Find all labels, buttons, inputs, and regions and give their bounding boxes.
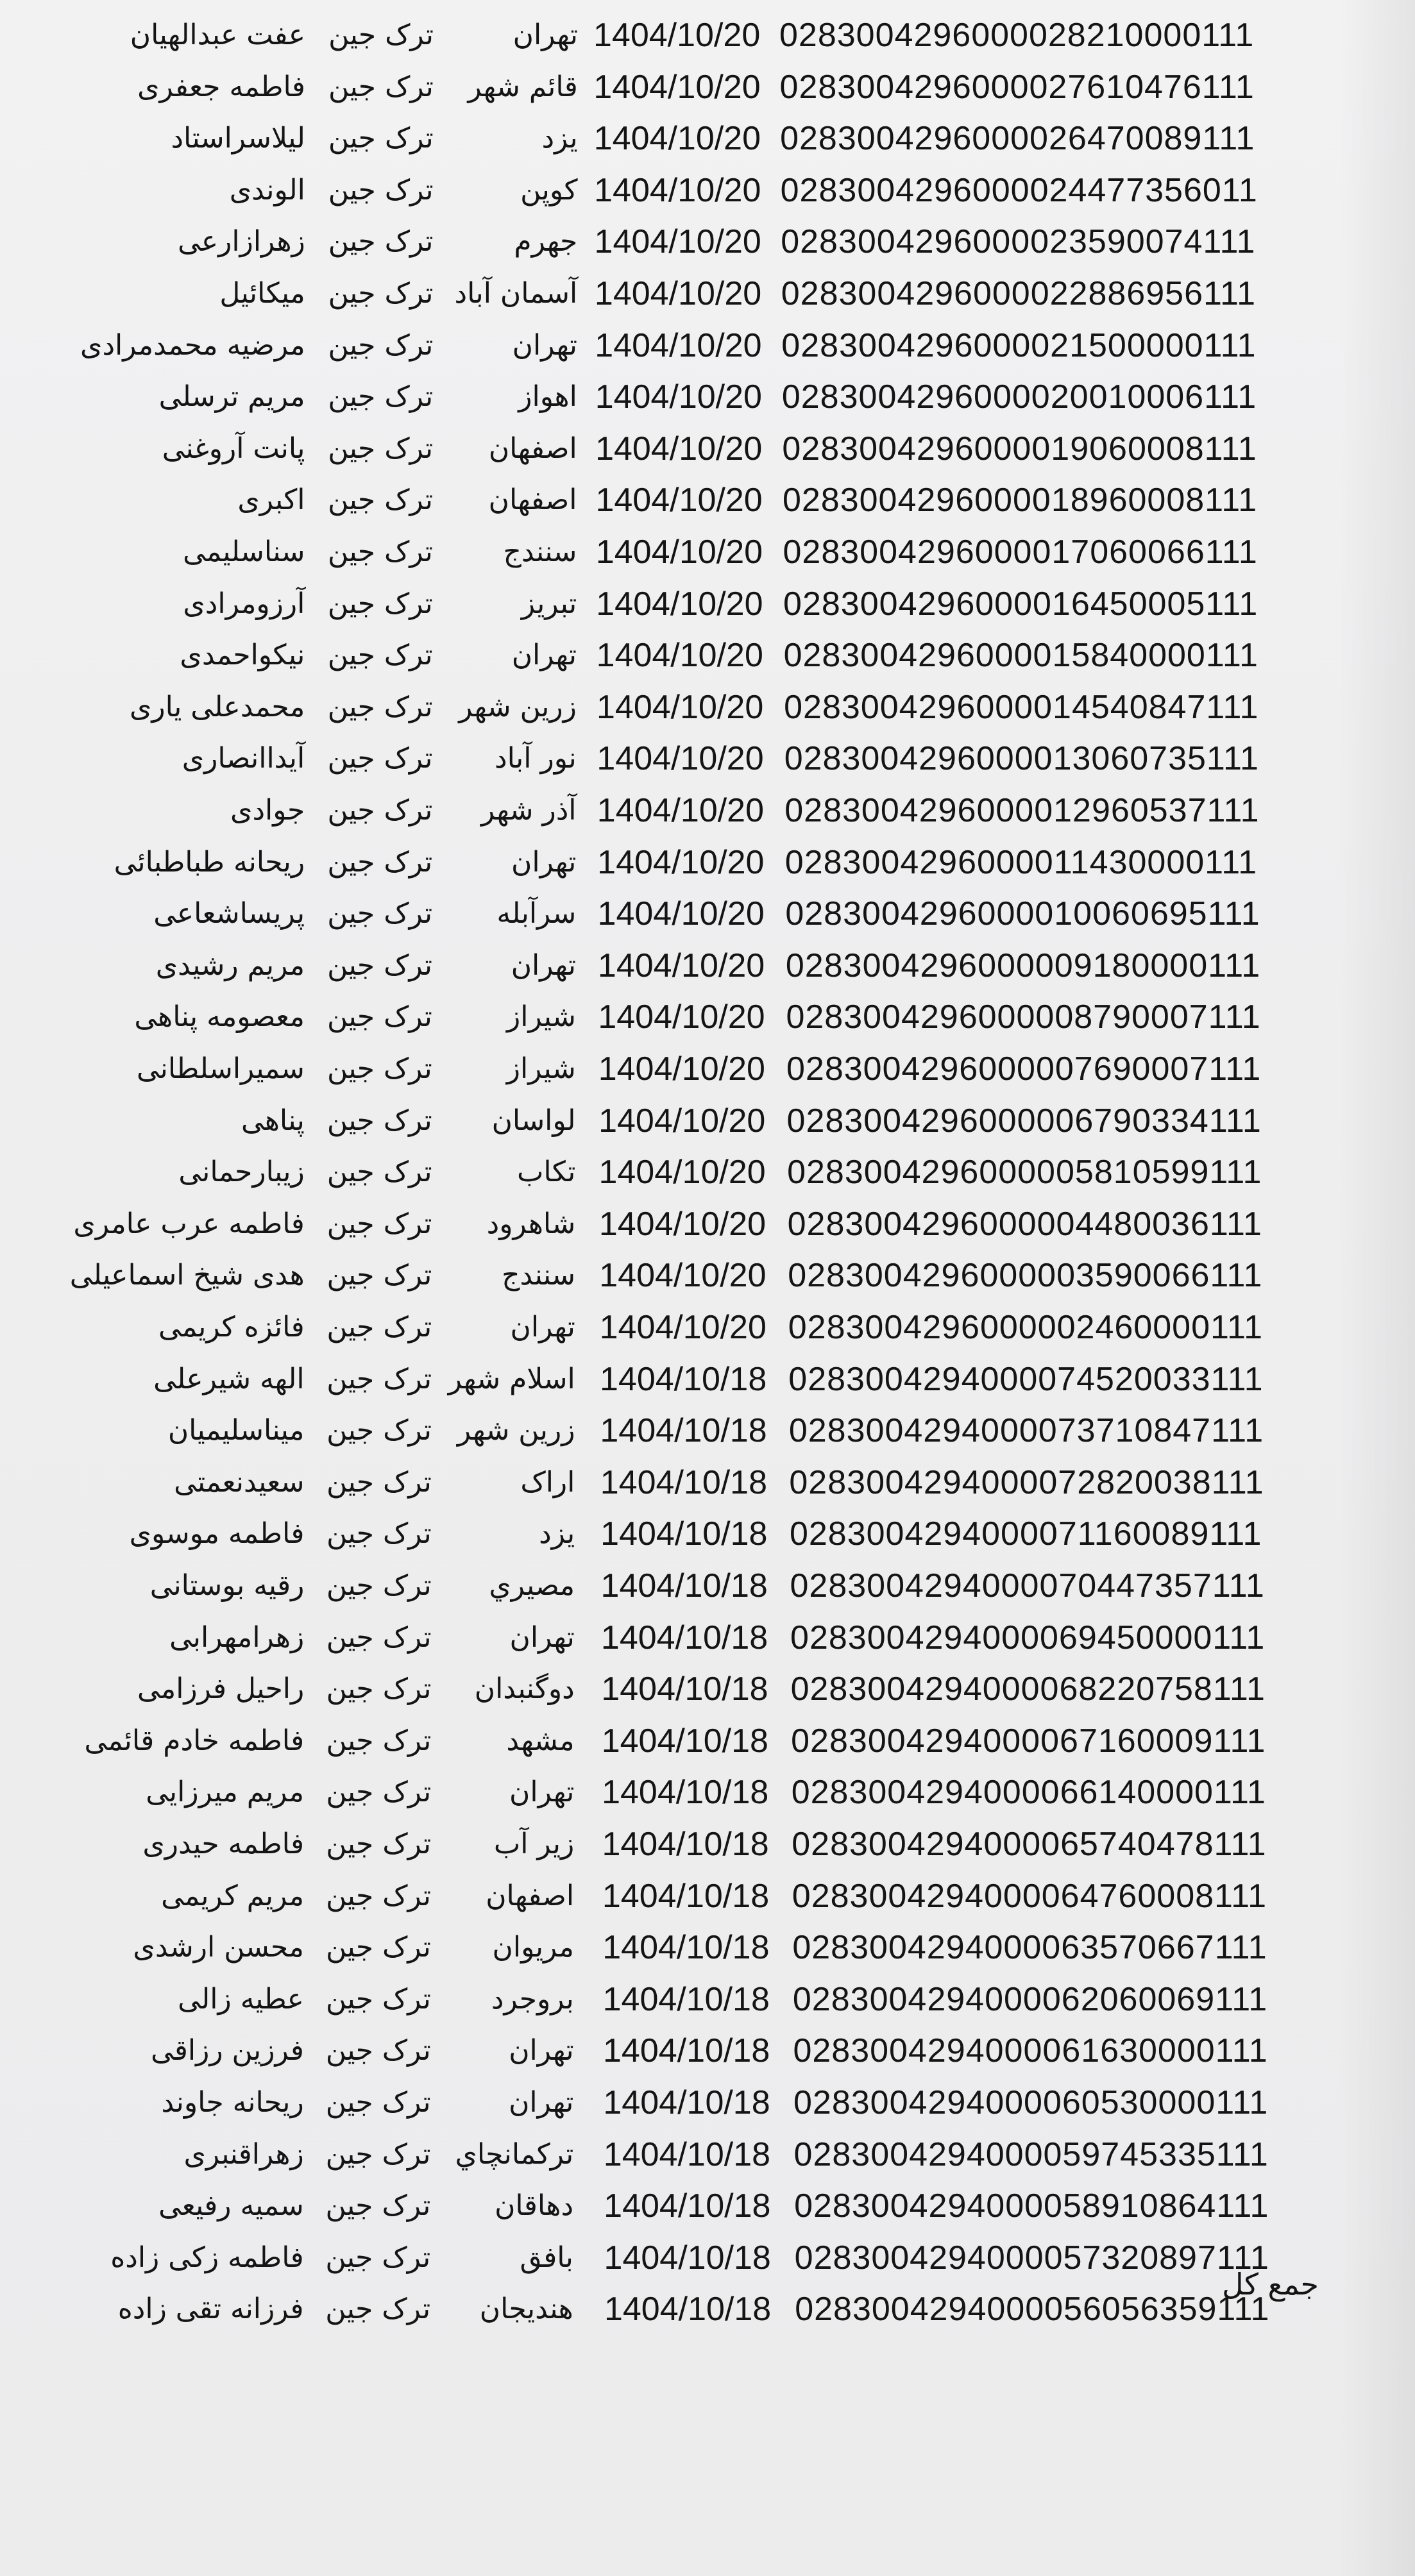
product-name: ترک جین	[327, 794, 433, 827]
destination-city: اهواز	[518, 380, 577, 414]
list-item	[0, 1770, 1415, 1815]
tracking-code: 0283004296000008790007111	[786, 998, 1261, 1036]
list-item	[0, 1253, 1415, 1298]
tracking-code: 0283004294000069450000111	[790, 1619, 1266, 1656]
shipment-date: 1404/10/18	[603, 2032, 770, 2070]
shipment-date: 1404/10/20	[597, 688, 764, 726]
customer-name: سمیه رفیعی	[158, 2189, 304, 2223]
destination-city: سنندج	[503, 535, 577, 568]
destination-city: ترکمانچاي	[455, 2137, 574, 2171]
customer-name: لیلاسراستاد	[171, 122, 305, 155]
tracking-code: 0283004294000059745335111	[793, 2135, 1269, 2173]
list-item	[0, 1977, 1415, 2022]
list-item	[0, 2287, 1415, 2332]
destination-city: مشهد	[506, 1724, 575, 1757]
customer-name: فاطمه خادم قائمی	[84, 1724, 305, 1757]
list-item	[0, 323, 1415, 368]
destination-city: بافق	[520, 2241, 573, 2274]
shipment-date: 1404/10/20	[598, 1154, 766, 1191]
tracking-code: 0283004294000058910864111	[794, 2187, 1269, 2225]
destination-city: لواسان	[491, 1104, 576, 1137]
list-item	[0, 1667, 1415, 1712]
shipment-date: 1404/10/20	[595, 482, 763, 519]
tracking-code: 0283004296000026470089111	[780, 120, 1255, 158]
shipment-date: 1404/10/20	[598, 1050, 765, 1088]
tracking-code: 0283004296000013060735111	[784, 740, 1259, 778]
tracking-code: 0283004296000003590066111	[788, 1257, 1263, 1295]
shipment-date: 1404/10/20	[596, 585, 763, 623]
product-name: ترک جین	[328, 484, 434, 517]
shipment-date: 1404/10/20	[593, 120, 761, 158]
tracking-code: 0283004294000061630000111	[793, 2032, 1268, 2070]
tracking-code: 0283004294000056056359111	[795, 2291, 1270, 2328]
destination-city: جهرم	[514, 225, 578, 258]
product-name: ترک جین	[328, 380, 434, 414]
tracking-code: 0283004294000065740478111	[792, 1826, 1267, 1863]
list-item	[0, 168, 1415, 213]
shipment-date: 1404/10/18	[600, 1412, 767, 1450]
list-item	[0, 530, 1415, 575]
customer-name: آیداانصاری	[182, 742, 305, 775]
list-item	[0, 685, 1415, 730]
tracking-code: 0283004296000018960008111	[782, 482, 1258, 519]
product-name: ترک جین	[326, 1362, 432, 1395]
customer-name: پریساشعاعی	[153, 897, 305, 930]
customer-name: الهه شیرعلی	[153, 1362, 305, 1395]
tracking-code: 0283004296000012960537111	[784, 792, 1260, 829]
list-item	[0, 633, 1415, 678]
tracking-code: 0283004296000010060695111	[785, 895, 1260, 933]
list-item	[0, 2080, 1415, 2125]
product-name: ترک جین	[327, 639, 433, 672]
shipment-date: 1404/10/18	[601, 1722, 768, 1760]
shipment-date: 1404/10/18	[600, 1619, 768, 1656]
customer-name: زهرامهرابی	[169, 1621, 305, 1654]
tracking-code: 0283004296000024477356011	[780, 171, 1258, 209]
product-name: ترک جین	[327, 587, 433, 620]
tracking-code: 0283004296000015840000111	[783, 637, 1258, 675]
list-item	[0, 788, 1415, 833]
tracking-code: 0283004294000062060069111	[792, 1980, 1268, 2018]
customer-name: فرزانه تقی زاده	[117, 2293, 304, 2326]
destination-city: یزد	[539, 1517, 575, 1551]
product-name: ترک جین	[326, 1311, 432, 1343]
destination-city: دهاقان	[495, 2189, 574, 2223]
tracking-code: 0283004296000023590074111	[781, 223, 1256, 261]
shipment-date: 1404/10/20	[599, 1257, 767, 1295]
customer-name: مریم کریمی	[161, 1879, 305, 1912]
shipment-date: 1404/10/20	[599, 1309, 767, 1346]
tracking-code: 0283004294000067160009111	[791, 1722, 1266, 1760]
customer-name: میکائیل	[219, 277, 305, 310]
shipment-date: 1404/10/20	[593, 17, 761, 54]
list-item	[0, 219, 1415, 264]
product-name: ترک جین	[325, 2189, 431, 2223]
product-name: ترک جین	[328, 277, 434, 310]
shipment-date: 1404/10/18	[602, 1929, 770, 1967]
customer-name: مریم رشیدی	[155, 948, 305, 982]
list-item	[0, 943, 1415, 988]
product-name: ترک جین	[326, 1259, 432, 1292]
tracking-code: 0283004296000006790334111	[786, 1102, 1262, 1140]
destination-city: دوگنبدان	[474, 1672, 575, 1706]
shipment-date: 1404/10/18	[602, 1980, 770, 2018]
tracking-code: 0283004296000011430000111	[784, 843, 1258, 881]
list-item	[0, 1357, 1415, 1402]
customer-name: نیکواحمدی	[180, 639, 305, 672]
list-item	[0, 13, 1415, 58]
customer-name: سناسلیمی	[183, 535, 305, 568]
shipment-date: 1404/10/20	[597, 895, 765, 933]
customer-name: فاطمه حیدری	[142, 1828, 305, 1860]
customer-name: زیبارحمانی	[178, 1156, 305, 1189]
destination-city: سنندج	[502, 1259, 576, 1292]
customer-name: فاطمه موسوی	[129, 1517, 305, 1551]
list-item	[0, 375, 1415, 419]
product-name: ترک جین	[327, 845, 433, 879]
destination-city: هندیجان	[479, 2293, 573, 2326]
shipment-date: 1404/10/18	[603, 2135, 771, 2173]
shipment-date: 1404/10/18	[600, 1567, 768, 1604]
product-name: ترک جین	[327, 1000, 432, 1034]
destination-city: زرین شهر	[457, 1414, 575, 1447]
shipment-date: 1404/10/20	[598, 1102, 766, 1140]
customer-name: فائزه کریمی	[158, 1311, 305, 1343]
tracking-code: 0283004294000066140000111	[791, 1774, 1266, 1812]
tracking-code: 0283004294000074520033111	[788, 1360, 1264, 1398]
destination-city: آذر شهر	[481, 794, 577, 827]
product-name: ترک جین	[325, 2293, 431, 2326]
total-label: جمع کل	[1222, 2267, 1319, 2302]
customer-name: پناهی	[241, 1104, 305, 1137]
tracking-code: 0283004296000021500000111	[781, 326, 1257, 364]
product-name: ترک جین	[326, 1672, 432, 1706]
product-name: ترک جین	[326, 1052, 432, 1085]
customer-name: راحیل فرزامی	[137, 1672, 305, 1706]
list-item	[0, 271, 1415, 316]
destination-city: سرآبله	[496, 897, 577, 930]
tracking-code: 0283004294000063570667111	[792, 1929, 1267, 1967]
customer-name: هدی شیخ اسماعیلی	[69, 1259, 305, 1292]
destination-city: شیراز	[506, 1000, 576, 1034]
shipment-date: 1404/10/18	[602, 1826, 769, 1863]
list-item	[0, 2028, 1415, 2073]
shipment-date: 1404/10/20	[595, 378, 762, 416]
product-name: ترک جین	[326, 1517, 432, 1551]
destination-city: تکاب	[517, 1156, 576, 1189]
product-name: ترک جین	[326, 1776, 432, 1809]
customer-name: مریم میرزایی	[146, 1776, 305, 1809]
customer-name: جوادی	[230, 794, 305, 827]
list-item	[0, 1150, 1415, 1195]
product-name: ترک جین	[326, 1931, 431, 1964]
product-name: ترک جین	[328, 19, 434, 51]
customer-name: اکبری	[237, 484, 305, 517]
destination-city: اراک	[520, 1465, 575, 1499]
destination-city: تهران	[513, 19, 578, 51]
tracking-code: 0283004294000057320897111	[794, 2239, 1269, 2277]
destination-city: تبریز	[521, 587, 577, 620]
list-item	[0, 1099, 1415, 1143]
tracking-code: 0283004296000014540847111	[784, 688, 1259, 726]
customer-name: فاطمه جعفری	[137, 70, 305, 103]
product-name: ترک جین	[328, 70, 434, 103]
destination-city: یزد	[541, 122, 578, 155]
destination-city: تهران	[509, 2034, 574, 2067]
destination-city: شیراز	[506, 1052, 576, 1085]
shipment-date: 1404/10/18	[601, 1671, 768, 1708]
destination-city: اصفهان	[488, 432, 577, 465]
tracking-code: 0283004294000060530000111	[793, 2084, 1269, 2121]
destination-city: تهران	[509, 2086, 574, 2119]
list-item	[0, 1305, 1415, 1350]
list-item	[0, 426, 1415, 471]
shipment-date: 1404/10/18	[602, 1774, 769, 1812]
list-item	[0, 65, 1415, 110]
list-item	[0, 736, 1415, 781]
tracking-code: 0283004294000073710847111	[788, 1412, 1264, 1450]
list-item	[0, 1615, 1415, 1660]
shipment-date: 1404/10/20	[597, 947, 765, 984]
list-item	[0, 1563, 1415, 1608]
list-item	[0, 891, 1415, 936]
destination-city: اسلام شهر	[448, 1362, 575, 1395]
product-name: ترک جین	[328, 535, 433, 568]
product-name: ترک جین	[326, 1724, 432, 1757]
customer-name: آرزومرادی	[183, 587, 305, 620]
shipment-date: 1404/10/20	[598, 998, 765, 1036]
tracking-code: 0283004296000004480036111	[787, 1205, 1262, 1243]
list-item	[0, 1874, 1415, 1919]
list-item	[0, 1047, 1415, 1091]
product-name: ترک جین	[326, 1621, 432, 1654]
shipment-date: 1404/10/20	[595, 430, 763, 467]
customer-name: الوندی	[229, 173, 305, 206]
product-name: ترک جین	[325, 2086, 431, 2119]
product-name: ترک جین	[327, 742, 433, 775]
shipment-date: 1404/10/18	[604, 2187, 771, 2225]
destination-city: آسمان آباد	[454, 277, 578, 310]
product-name: ترک جین	[327, 948, 433, 982]
customer-name: سمیراسلطانی	[136, 1052, 305, 1085]
tracking-code: 0283004294000072820038111	[789, 1463, 1264, 1501]
tracking-code: 0283004296000017060066111	[783, 534, 1258, 571]
product-name: ترک جین	[327, 690, 433, 723]
destination-city: تهران	[512, 328, 578, 362]
customer-name: فاطمه زکی زاده	[110, 2241, 304, 2274]
product-name: ترک جین	[325, 2034, 431, 2067]
customer-name: سعیدنعمتی	[174, 1465, 305, 1499]
customer-name: زهراقنبری	[183, 2137, 304, 2171]
shipment-date: 1404/10/18	[603, 2084, 770, 2121]
list-item	[0, 582, 1415, 627]
tracking-code: 0283004294000064760008111	[792, 1877, 1267, 1915]
customer-name: محمدعلی یاری	[129, 690, 305, 723]
list-item	[0, 478, 1415, 523]
product-name: ترک جین	[325, 2241, 431, 2274]
product-name: ترک جین	[325, 1982, 431, 2016]
product-name: ترک جین	[326, 1207, 432, 1240]
list-item	[0, 1719, 1415, 1764]
destination-city: کوپن	[520, 173, 578, 206]
customer-name: زهرازارعی	[178, 225, 305, 258]
customer-name: عطیه زالی	[178, 1982, 304, 2016]
customer-name: فاطمه عرب عامری	[73, 1207, 305, 1240]
shipment-date: 1404/10/18	[600, 1515, 768, 1553]
destination-city: تهران	[511, 845, 577, 879]
customer-name: ریحانه طباطبائی	[114, 845, 305, 879]
product-name: ترک جین	[326, 1465, 432, 1499]
customer-name: محسن ارشدی	[133, 1931, 304, 1964]
list-item	[0, 116, 1415, 161]
destination-city: تهران	[510, 1311, 575, 1343]
list-item	[0, 1408, 1415, 1453]
tracking-code: 0283004296000007690007111	[786, 1050, 1262, 1088]
product-name: ترک جین	[326, 1156, 432, 1189]
list-item	[0, 1925, 1415, 1970]
product-name: ترک جین	[328, 432, 434, 465]
shipment-date: 1404/10/20	[597, 792, 765, 829]
customer-name: مریم ترسلی	[158, 380, 305, 414]
shipment-date: 1404/10/18	[600, 1360, 767, 1398]
shipment-date: 1404/10/20	[597, 740, 764, 778]
list-item	[0, 2132, 1415, 2177]
shipment-date: 1404/10/18	[604, 2239, 771, 2277]
tracking-code: 0283004294000068220758111	[790, 1671, 1266, 1708]
product-name: ترک جین	[326, 1414, 432, 1447]
destination-city: قائم شهر	[468, 70, 578, 103]
shipment-date: 1404/10/20	[594, 171, 761, 209]
tracking-code: 0283004294000071160089111	[789, 1515, 1262, 1553]
list-item	[0, 1511, 1415, 1556]
list-item	[0, 2184, 1415, 2228]
destination-city: مریوان	[492, 1931, 574, 1964]
list-item	[0, 995, 1415, 1040]
destination-city: نور آباد	[495, 742, 577, 775]
shipment-date: 1404/10/18	[604, 2291, 772, 2328]
destination-city: بروجرد	[491, 1982, 574, 2016]
customer-name: ریحانه جاوند	[161, 2086, 304, 2119]
product-name: ترک جین	[328, 173, 434, 206]
product-name: ترک جین	[328, 122, 434, 155]
destination-city: اصفهان	[486, 1879, 575, 1912]
shipment-date: 1404/10/18	[600, 1463, 768, 1501]
shipment-date: 1404/10/20	[596, 637, 763, 675]
customer-name: مرضیه محمدمرادی	[80, 328, 305, 362]
shipment-date: 1404/10/20	[593, 68, 761, 106]
shipment-date: 1404/10/20	[595, 326, 762, 364]
list-item	[0, 1202, 1415, 1247]
product-name: ترک جین	[326, 1104, 432, 1137]
list-item	[0, 1460, 1415, 1505]
customer-name: میناسلیمیان	[167, 1414, 305, 1447]
destination-city: زرین شهر	[459, 690, 577, 723]
product-name: ترک جین	[327, 897, 433, 930]
destination-city: زیر آب	[493, 1828, 575, 1860]
shipment-date: 1404/10/20	[598, 1205, 767, 1243]
destination-city: اصفهان	[488, 484, 577, 517]
customer-name: رقیه بوستانی	[149, 1569, 305, 1602]
customer-name: معصومه پناهی	[134, 1000, 305, 1034]
list-item	[0, 2235, 1415, 2280]
product-name: ترک جین	[326, 1569, 432, 1602]
tracking-code: 0283004296000022886956111	[781, 275, 1257, 312]
tracking-code: 0283004296000002460000111	[788, 1309, 1264, 1346]
list-item	[0, 1822, 1415, 1867]
customer-name: فرزین رزاقی	[151, 2034, 304, 2067]
customer-name: عفت عبدالهیان	[130, 19, 305, 51]
shipment-date: 1404/10/20	[595, 534, 763, 571]
destination-city: مصيري	[489, 1569, 575, 1602]
shipment-date: 1404/10/20	[597, 843, 765, 881]
tracking-code: 0283004296000005810599111	[787, 1154, 1262, 1191]
product-name: ترک جین	[326, 1828, 432, 1860]
destination-city: تهران	[509, 1776, 575, 1809]
product-name: ترک جین	[328, 225, 434, 258]
destination-city: تهران	[511, 948, 577, 982]
shipment-date: 1404/10/18	[602, 1877, 770, 1915]
customer-name: پانت آروغنی	[162, 432, 305, 465]
tracking-code: 0283004296000027610476111	[779, 68, 1255, 106]
tracking-code: 0283004296000016450005111	[783, 585, 1258, 623]
destination-city: تهران	[511, 639, 577, 672]
destination-city: شاهرود	[486, 1207, 576, 1240]
shipment-date: 1404/10/20	[594, 275, 762, 312]
product-name: ترک جین	[328, 328, 434, 362]
list-item	[0, 840, 1415, 885]
tracking-code: 0283004296000009180000111	[785, 947, 1261, 984]
tracking-code: 0283004294000070447357111	[790, 1567, 1265, 1604]
tracking-code: 0283004296000019060008111	[782, 430, 1257, 467]
shipment-date: 1404/10/20	[594, 223, 761, 261]
product-name: ترک جین	[326, 1879, 432, 1912]
tracking-code: 0283004296000020010006111	[781, 378, 1257, 416]
tracking-code: 0283004296000028210000111	[779, 17, 1255, 54]
product-name: ترک جین	[325, 2137, 431, 2171]
destination-city: تهران	[509, 1621, 575, 1654]
